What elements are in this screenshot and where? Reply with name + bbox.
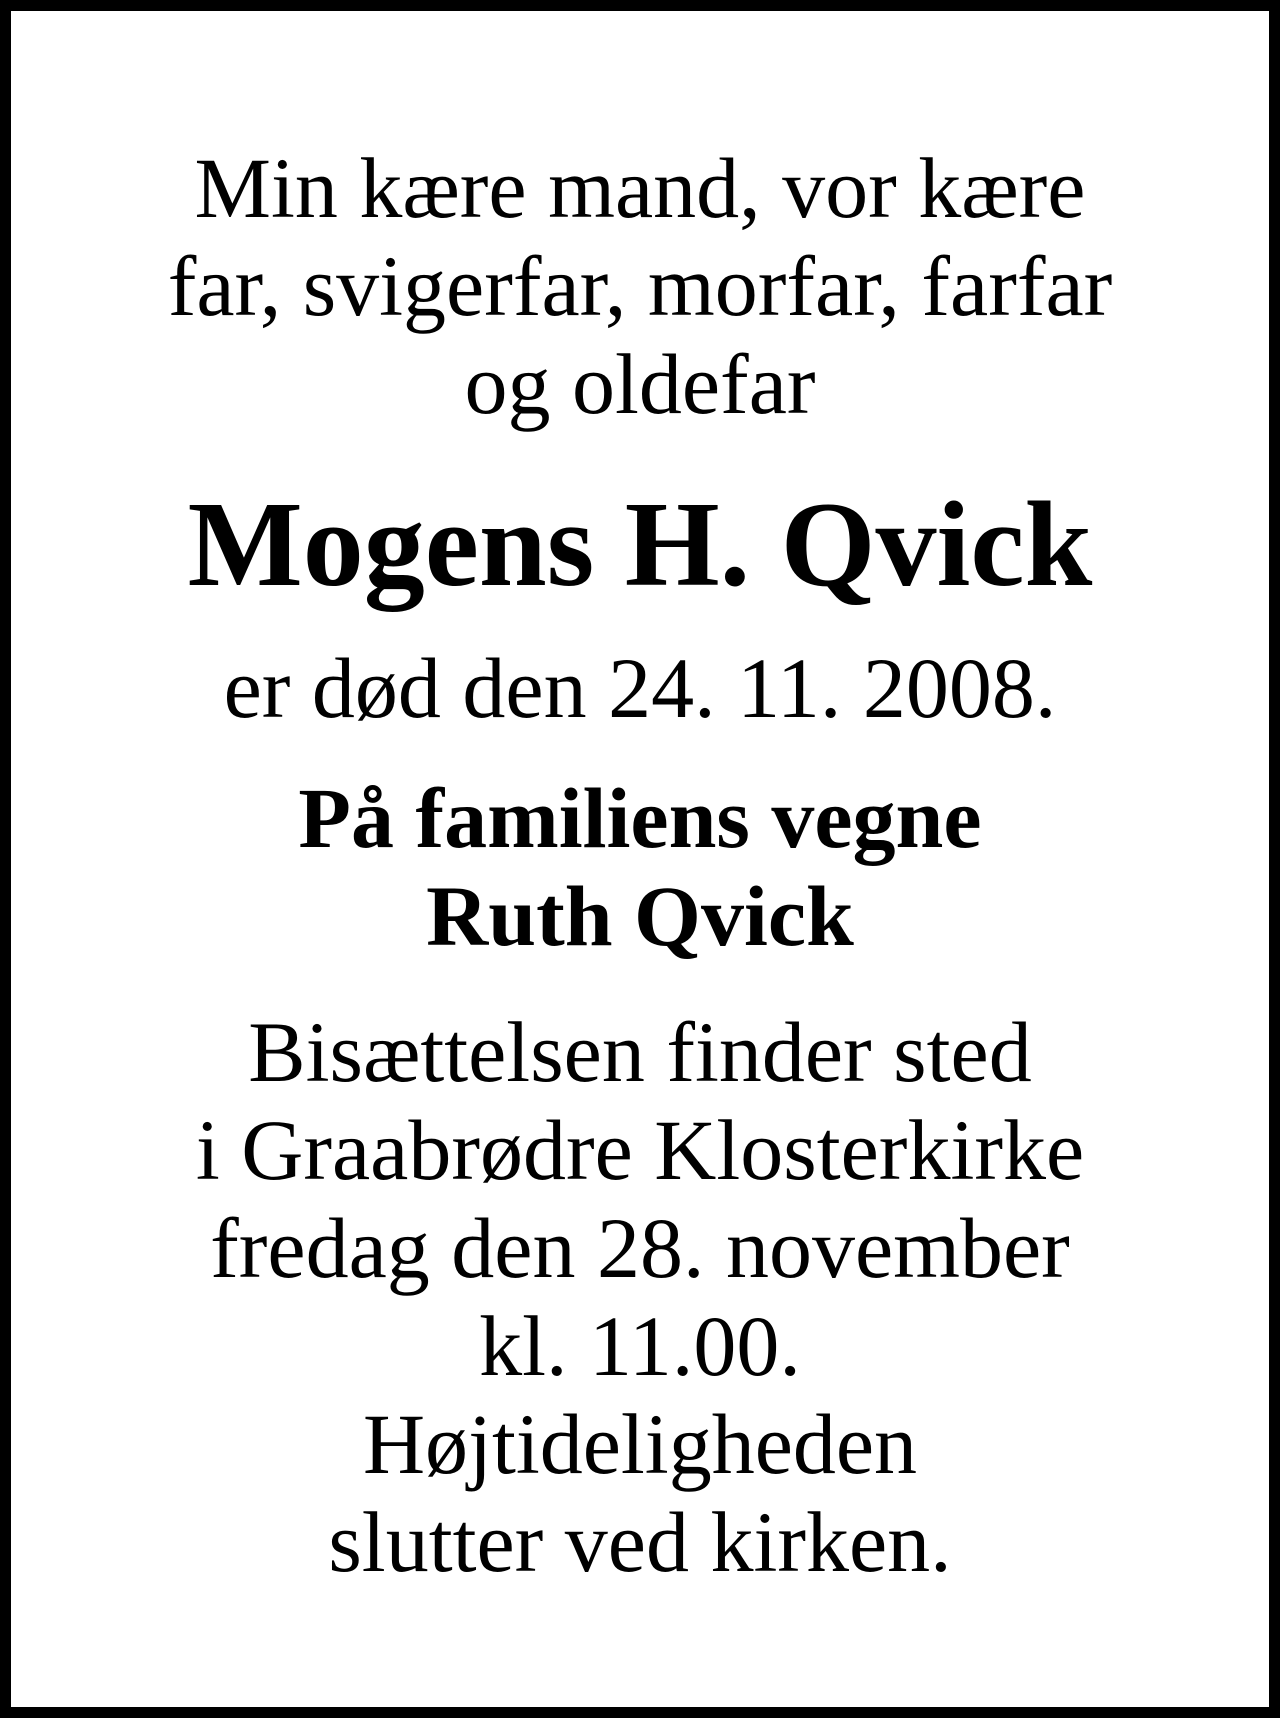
intro-line: far, svigerfar, morfar, farfar <box>167 238 1113 334</box>
ceremony-details <box>22 1003 1258 1591</box>
deceased-name: Mogens H. Qvick <box>187 477 1093 612</box>
ceremony-line: slutter ved kirken. <box>328 1494 952 1590</box>
family-line: Ruth Qvick <box>426 868 854 964</box>
intro-line: Min kære mand, vor kære <box>194 140 1086 236</box>
ceremony-line: i Graabrødre Klosterkirke <box>195 1102 1085 1198</box>
family-signature <box>22 769 1258 965</box>
family-line: På familiens vegne <box>298 770 982 866</box>
ceremony-line: Højtideligheden <box>362 1396 918 1492</box>
ceremony-line: kl. 11.00. <box>479 1298 801 1394</box>
intro-text <box>22 139 1258 433</box>
intro-line: og oldefar <box>464 336 816 432</box>
death-date: er død den 24. 11. 2008. <box>223 640 1057 736</box>
ceremony-line: Bisættelsen finder sted <box>248 1004 1032 1100</box>
ceremony-line: fredag den 28. november <box>210 1200 1070 1296</box>
